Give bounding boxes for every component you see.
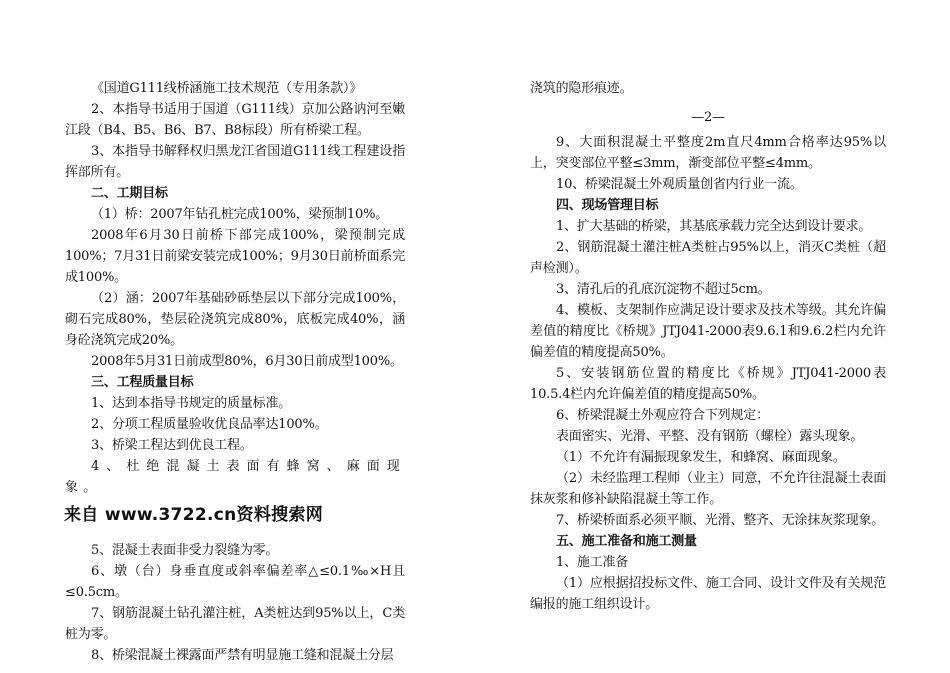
paragraph: 2、本指导书适用于国道（G111线）京加公路讷河至嫩江段（B4、B5、B6、B7、B8标段）所有桥梁工程。 [65,102,405,138]
paragraph: 《国道G111线桥涵施工技术规范（专用条款）》 [91,81,363,96]
paragraph: 5、混凝土表面非受力裂缝为零。 [91,543,279,558]
paragraph: 3、清孔后的孔底沉淀物不超过5cm。 [556,282,771,297]
right-paragraphs-continued [530,132,886,615]
watermark-text: 来自 www.3722.cn资料搜索网 [64,505,324,525]
left-paragraphs-continued [65,540,405,666]
paragraph: 1、达到本指导书规定的质量标准。 [91,396,292,411]
paragraph: 5、安装钢筋位置的精度比《桥规》JTJ041-2000表10.5.4栏内允许偏差值的精度提高50%。 [530,366,886,402]
paragraph: 7、钢筋混凝土钻孔灌注桩，A类桩达到95%以上，C类桩为零。 [65,606,405,642]
paragraph: （1）桥：2007年钻孔桩完成100%，梁预制10%。 [91,207,389,222]
paragraph: 1、扩大基础的桥梁，其基底承载力完全达到设计要求。 [556,219,872,234]
paragraph: 10、桥梁混凝土外观质量创省内行业一流。 [556,177,803,192]
paragraph: 3、桥梁工程达到优良工程。 [91,438,253,453]
section-heading: 二、工期目标 [91,186,168,201]
paragraph: 9、大面积混凝土平整度2m直尺4mm合格率达95%以上，突变部位平整≤3mm，渐变部位平整≤4mm。 [530,135,886,171]
section-heading: 四、现场管理目标 [556,198,659,213]
paragraph: 2、钢筋混凝土灌注桩A类桩占95%以上，消灭C类桩（超声检测）。 [530,240,886,276]
paragraph: 6、桥梁混凝土外观应符合下列规定： [556,408,769,423]
left-paragraphs [65,78,405,498]
paragraph: 浇筑的隐形痕迹。 [530,81,633,96]
right-paragraphs [530,78,886,99]
paragraph: （1）不允许有漏振现象发生，和蜂窝、麻面现象。 [556,450,846,465]
page-number: —2— [691,110,725,125]
section-heading: 三、工程质量目标 [91,375,194,390]
paragraph: 2、分项工程质量验收优良品率达100%。 [91,417,328,432]
paragraph: 1、施工准备 [556,555,629,570]
paragraph: 4、杜绝混凝土表面有蜂窝、麻面现象。 [65,459,405,495]
paragraph: （2）未经监理工程师（业主）同意，不允许往混凝土表面抹灰浆和修补缺陷混凝土等工作。 [530,471,886,507]
paragraph: 3、本指导书解释权归黑龙江省国道G111线工程建设指挥部所有。 [65,144,405,180]
paragraph: 2008年5月31日前成型80%，6月30日前成型100%。 [91,354,403,369]
paragraph: 4、模板、支架制作应满足设计要求及技术等级。其允许偏差值的精度比《桥规》JTJ041-2000表9.6.1和9.6.2栏内允许偏差值的精度提高50%。 [530,303,886,360]
paragraph: （1）应根据招投标文件、施工合同、设计文件及有关规范编报的施工组织设计。 [530,576,886,612]
paragraph: （2）涵：2007年基础砂砾垫层以下部分完成100%，砌石完成80%，垫层砼浇筑完成80%，底板完成40%，涵身砼浇筑完成20%。 [65,291,405,348]
paragraph: 6、墩（台）身垂直度或斜率偏差率△≤0.1‰×H且≤0.5cm。 [65,564,405,600]
left-column [65,78,405,666]
paragraph: 表面密实、光滑、平整、没有钢筋（螺栓）露头现象。 [556,429,864,444]
section-heading: 五、施工准备和施工测量 [556,534,697,549]
paragraph: 8、桥梁混凝土裸露面严禁有明显施工缝和混凝土分层 [91,648,394,663]
paragraph: 2008年6月30日前桥下部完成100%，梁预制完成100%；7月31日前梁安装完成100%；9月30日前桥面系完成100%。 [65,228,405,285]
right-column [530,78,886,615]
paragraph: 7、桥梁桥面系必须平顺、光滑、整齐、无涂抹灰浆现象。 [556,513,885,528]
